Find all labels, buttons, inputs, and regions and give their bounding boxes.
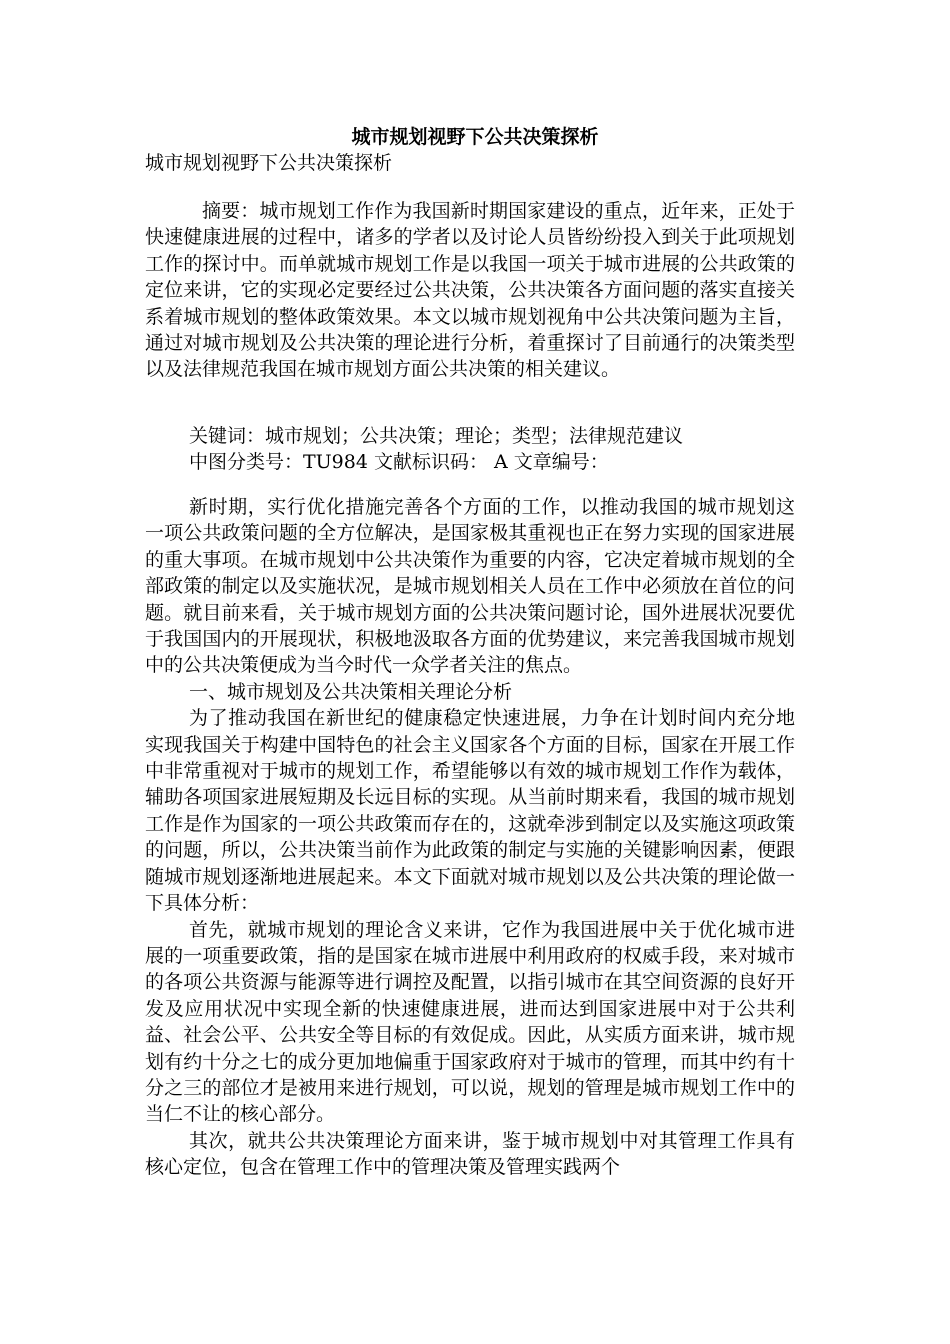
body-paragraph: 其次，就共公共决策理论方面来讲，鉴于城市规划中对其管理工作具有核心定位，包含在管理工作中的管理决策及管理实践两个 [145,1129,795,1179]
document-subtitle: 城市规划视野下公共决策探析 [145,152,393,174]
body-paragraph: 为了推动我国在新世纪的健康稳定快速进展，力争在计划时间内充分地实现我国关于构建中国特色的社会主义国家各个方面的目标，国家在开展工作中非常重视对于城市的规划工作，希望能够以有效的城市规划工作作为载体，辅助各项国家进展短期及长远目标的实现。从当前时期来看，我国的城市规划工作是作为国家的一项公共政策而存在的，这就牵涉到制定以及实施这项政策的问题，所以，公共决策当前作为此政策的制定与实施的关键影响因素，便跟随城市规划逐渐地进展起来。本文下面就对城市规划以及公共决策的理论做一下具体分析： [145,707,795,915]
abstract-text: 摘要：城市规划工作作为我国新时期国家建设的重点，近年来，正处于快速健康进展的过程中，诸多的学者以及讨论人员皆纷纷投入到关于此项规划工作的探讨中。而单就城市规划工作是以我国一项关于城市进展的公共政策的定位来讲，它的实现必定要经过公共决策，公共决策各方面问题的落实直接关系着城市规划的整体政策效果。本文以城市规划视角中公共决策问题为主旨，通过对城市规划及公共决策的理论进行分析，着重探讨了目前通行的决策类型以及法律规范我国在城市规划方面公共决策的相关建议。 [145,200,795,381]
section-heading: 一、城市规划及公共决策相关理论分析 [189,680,513,703]
keywords-block [145,423,795,476]
main-body [145,494,795,1181]
classification-line: 中图分类号：TU984 文献标识码： A 文章编号： [189,451,609,474]
document-title: 城市规划视野下公共决策探析 [351,126,599,148]
body-paragraph: 首先，就城市规划的理论含义来讲，它作为我国进展中关于优化城市进展的一项重要政策，指的是国家在城市进展中利用政府的权威手段，来对城市的各项公共资源与能源等进行调控及配置，以指引城市在其空间资源的良好开发及应用状况中实现全新的快速健康进展，进而达到国家进展中对于公共利益、社会公平、公共安全等目标的有效促成。因此，从实质方面来讲，城市规划有约十分之七的成分更加地偏重于国家政府对于城市的管理，而其中约有十分之三的部位才是被用来进行规划，可以说，规划的管理是城市规划工作中的当仁不让的核心部分。 [145,918,795,1126]
body-paragraph: 新时期，实行优化措施完善各个方面的工作，以推动我国的城市规划这一项公共政策问题的全方位解决，是国家极其重视也正在努力实现的国家进展的重大事项。在城市规划中公共决策作为重要的内容，它决定着城市规划的全部政策的制定以及实施状况，是城市规划相关人员在工作中必须放在首位的问题。就目前来看，关于城市规划方面的公共决策问题讨论，国外进展状况要优于我国国内的开展现状，积极地汲取各方面的优势建议，来完善我国城市规划中的公共决策便成为当今时代一众学者关注的焦点。 [145,496,795,677]
abstract-paragraph [145,198,795,383]
keywords-line: 关键词：城市规划；公共决策；理论；类型；法律规范建议 [189,425,684,447]
